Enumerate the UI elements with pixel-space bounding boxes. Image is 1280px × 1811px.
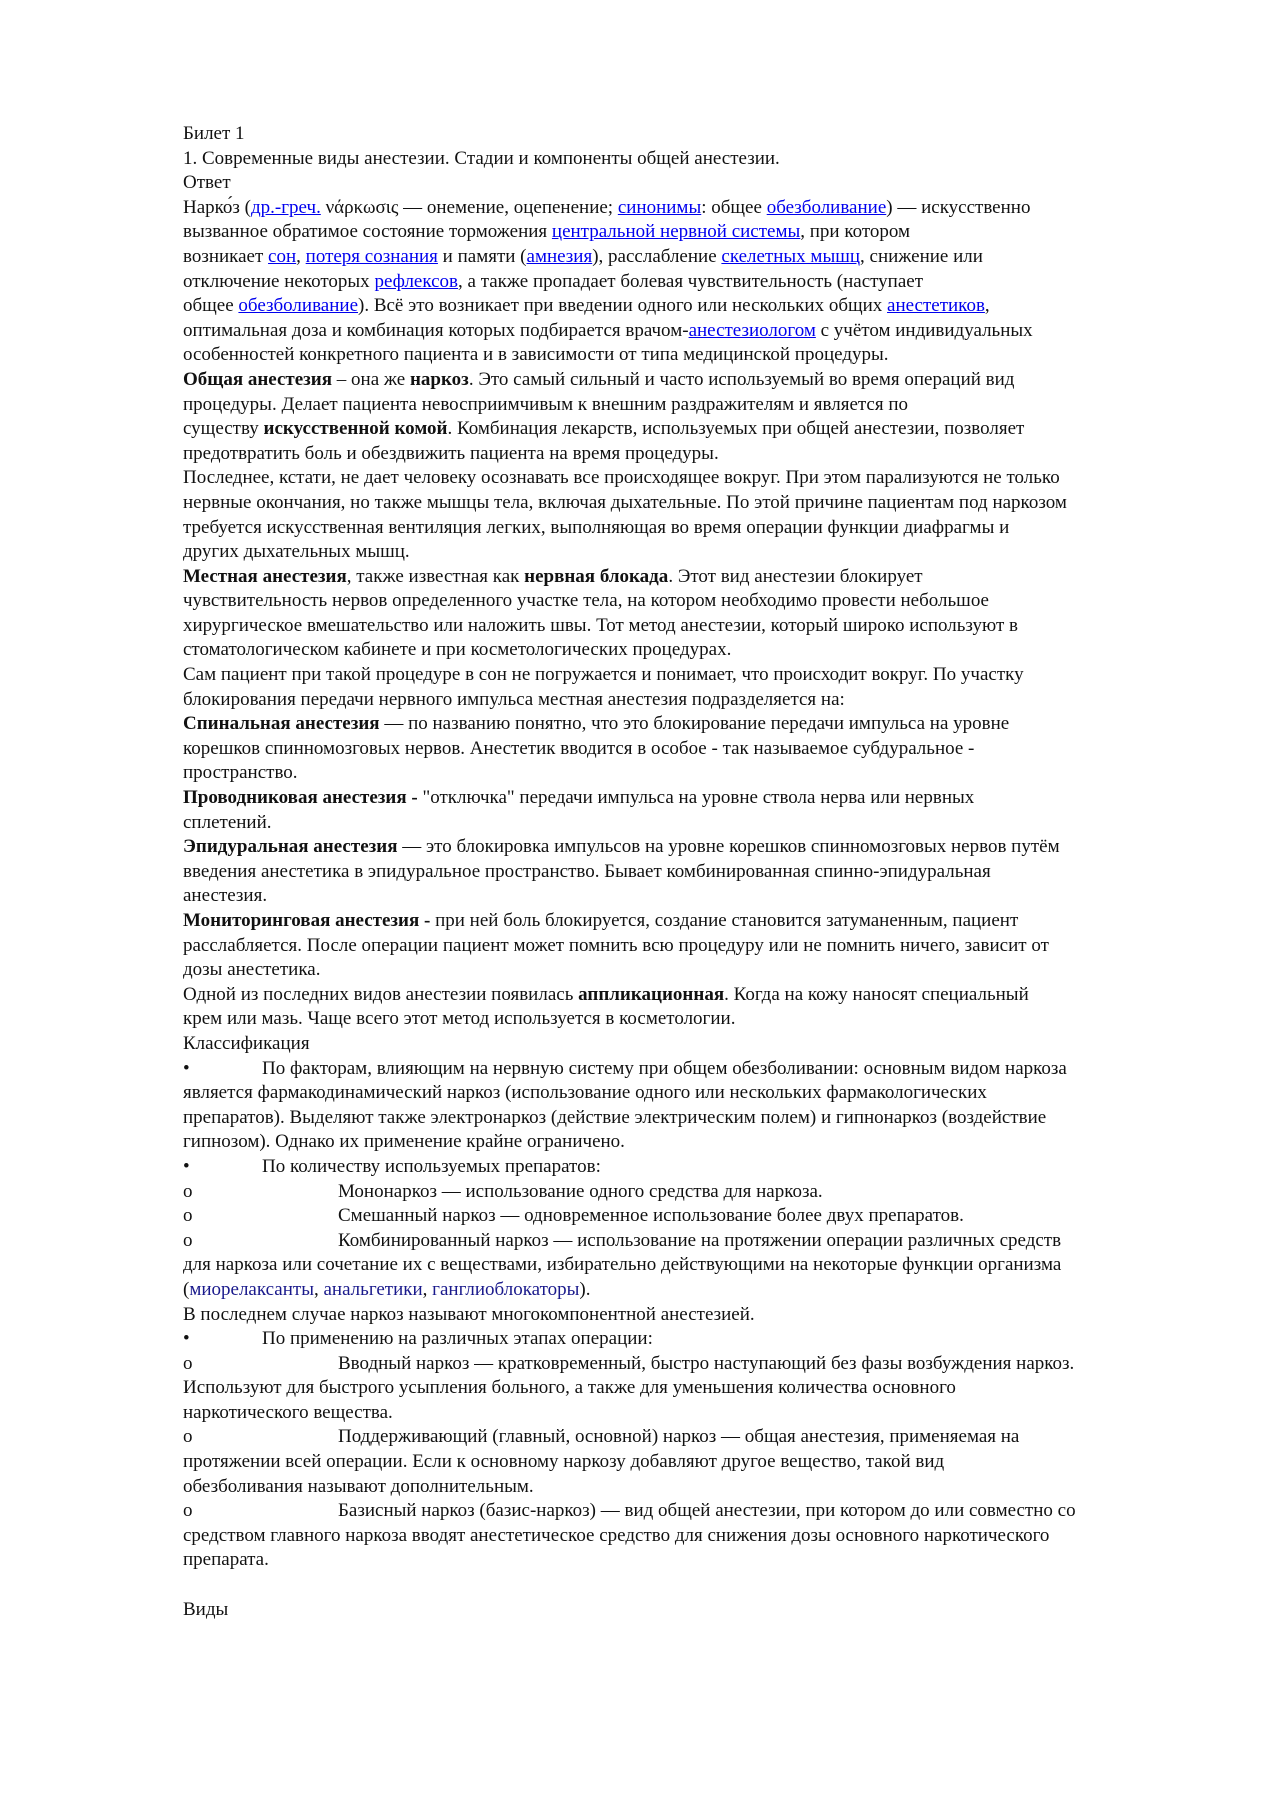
hyperlink[interactable]: рефлексов	[374, 270, 459, 292]
text-run: отключение некоторых	[183, 270, 375, 292]
text-line	[183, 1548, 1076, 1573]
text-run: В последнем случае наркоз называют многокомпонентной анестезией.	[183, 1303, 755, 1325]
list-item	[183, 1229, 1076, 1254]
text-run: Виды	[183, 1598, 229, 1620]
hyperlink[interactable]: амнезия	[526, 245, 593, 267]
text-line	[183, 196, 1076, 221]
bold-text: искусственной комой	[263, 418, 448, 440]
text-run: чувствительность нервов определенного участке тела, на котором необходимо провести небольшое	[183, 590, 989, 612]
hyperlink[interactable]: миорелаксанты	[189, 1278, 314, 1300]
text-run: , снижение или	[860, 245, 983, 267]
text-run: вызванное обратимое состояние торможения	[183, 221, 552, 243]
list-item	[183, 1204, 1076, 1229]
bold-text: Общая анестезия	[183, 368, 333, 390]
text-run: Поддерживающий (главный, основной) наркоз — общая анестезия, применяемая на	[338, 1426, 1020, 1448]
text-run: ,	[984, 295, 990, 317]
hyperlink[interactable]: потеря сознания	[305, 245, 438, 267]
text-run: протяжении всей операции. Если к основному наркозу добавляют другое вещество, такой вид	[183, 1451, 945, 1473]
text-run: (	[183, 1278, 190, 1300]
text-run: корешков спинномозговых нервов. Анестетик вводится в особое - так называемое субдуральное -	[183, 737, 975, 759]
text-run: ) — искусственно	[886, 196, 1031, 218]
text-run: средством главного наркоза вводят анестетическое средство для снижения дозы основного наркотического	[183, 1524, 1050, 1546]
text-line	[183, 1401, 1076, 1426]
hyperlink[interactable]: центральной нервной системы	[551, 221, 801, 243]
text-run: 1. Современные виды анестезии. Стадии и компоненты общей анестезии.	[183, 147, 780, 169]
text-line	[183, 245, 1076, 270]
text-run: Используют для быстрого усыпления больного, а также для уменьшения количества основного	[183, 1377, 956, 1399]
text-line	[183, 516, 1076, 541]
text-line	[183, 147, 1076, 172]
text-line	[183, 540, 1076, 565]
text-line	[183, 270, 1076, 295]
text-line	[183, 417, 1076, 442]
text-run: "отключка" передачи импульса на уровне ствола нерва или нервных	[417, 787, 975, 809]
text-line	[183, 614, 1076, 639]
text-run: Одной из последних видов анестезии появилась	[183, 983, 579, 1005]
text-run: оптимальная доза и комбинация которых подбирается врачом-	[183, 319, 689, 341]
list-item	[183, 1057, 1076, 1082]
text-run: Ответ	[183, 172, 231, 194]
bullet-icon: •	[183, 1328, 190, 1350]
text-line	[183, 737, 1076, 762]
bold-text: Проводниковая анестезия -	[183, 787, 418, 809]
text-run: существу	[183, 418, 264, 440]
text-run: . Это самый сильный и часто используемый во время операций вид	[468, 368, 1015, 390]
text-run: По применению на различных этапах операции:	[262, 1328, 653, 1350]
text-run: Комбинированный наркоз — использование на протяжении операции различных средств	[338, 1229, 1062, 1251]
sub-bullet-icon: o	[183, 1500, 193, 1522]
sub-bullet-icon: o	[183, 1205, 193, 1227]
hyperlink[interactable]: анестетиков	[887, 295, 985, 317]
hyperlink[interactable]: анальгетики	[323, 1278, 423, 1300]
list-item	[183, 1155, 1076, 1180]
text-run: нервные окончания, но также мышцы тела, включая дыхательные. По этой причине пациентам под наркозом	[183, 491, 1067, 513]
text-line	[183, 1475, 1076, 1500]
text-line	[183, 884, 1076, 909]
text-run: . Этот вид анестезии блокирует	[668, 565, 923, 587]
text-line	[183, 786, 1076, 811]
text-run: Классификация	[183, 1032, 310, 1054]
bold-text: нервная блокада	[524, 565, 669, 587]
text-line	[183, 343, 1076, 368]
text-run: является фармакодинамический наркоз (использование одного или нескольких фармакологических	[183, 1082, 987, 1104]
text-run: блокирования передачи нервного импульса местная анестезия подразделяется на:	[183, 688, 845, 710]
text-run: для наркоза или сочетание их с веществами, избирательно действующими на некоторые функции организма	[183, 1254, 1062, 1276]
text-line	[183, 983, 1076, 1008]
list-item	[183, 1499, 1076, 1524]
text-run: ,	[422, 1278, 433, 1300]
text-run: препарата.	[183, 1549, 269, 1571]
text-run: возникает	[183, 245, 269, 267]
hyperlink[interactable]: обезболивание	[238, 295, 358, 317]
text-line	[183, 1573, 1076, 1598]
text-run: общее	[183, 295, 239, 317]
text-run: хирургическое вмешательство или наложить швы. Тот метод анестезии, который широко используют в	[183, 614, 1018, 636]
text-run: Сам пациент при такой процедуре в сон не погружается и понимает, что происходит вокруг. По участку	[183, 664, 1024, 686]
text-run: дозы анестетика.	[183, 959, 321, 981]
text-line	[183, 761, 1076, 786]
text-run: Смешанный наркоз — одновременное использование более двух препаратов.	[338, 1205, 964, 1227]
text-line	[183, 319, 1076, 344]
text-line	[183, 1253, 1076, 1278]
text-run: требуется искусственная вентиляция легких, выполняющая во время операции функции диафрагмы и	[183, 516, 1010, 538]
text-line	[183, 909, 1076, 934]
document-body	[183, 122, 1076, 1622]
text-line	[183, 860, 1076, 885]
bold-text: наркоз	[409, 368, 469, 390]
list-item	[183, 1180, 1076, 1205]
text-line	[183, 1106, 1076, 1131]
text-run: : общее	[701, 196, 767, 218]
text-line	[183, 589, 1076, 614]
text-line	[183, 835, 1076, 860]
text-line	[183, 1303, 1076, 1328]
text-run: Мононаркоз — использование одного средства для наркоза.	[338, 1180, 823, 1202]
text-run: Вводный наркоз — кратковременный, быстро наступающий без фазы возбуждения наркоз.	[338, 1352, 1075, 1374]
text-run: расслабляется. После операции пациент может помнить всю процедуру или не помнить ничего, зависит от	[183, 934, 1049, 956]
sub-bullet-icon: o	[183, 1229, 193, 1251]
text-line	[183, 688, 1076, 713]
text-run: νάρκωσις — онемение, оцепенение;	[320, 196, 618, 218]
hyperlink[interactable]: синонимы	[617, 196, 702, 218]
text-run: ,	[313, 1278, 324, 1300]
text-line	[183, 934, 1076, 959]
text-run: , при котором	[800, 221, 911, 243]
text-run: наркотического вещества.	[183, 1401, 393, 1423]
text-line	[183, 712, 1076, 737]
list-item	[183, 1425, 1076, 1450]
hyperlink[interactable]: др.-греч.	[251, 196, 321, 218]
text-run: крем или мазь. Чаще всего этот метод используется в косметологии.	[183, 1008, 736, 1030]
text-run: при ней боль блокируется, создание становится затуманенным, пациент	[430, 910, 1019, 931]
hyperlink[interactable]: обезболивание	[766, 196, 887, 218]
text-run: процедуры. Делает пациента невосприимчивым к внешним раздражителям и является по	[183, 393, 909, 415]
text-line	[183, 220, 1076, 245]
text-line	[183, 565, 1076, 590]
text-run: По факторам, влияющим на нервную систему при общем обезболивании: основным видом наркоза	[262, 1057, 1067, 1079]
bullet-icon: •	[183, 1155, 190, 1177]
text-line	[183, 294, 1076, 319]
text-line	[183, 393, 1076, 418]
text-line	[183, 442, 1076, 467]
text-line	[183, 958, 1076, 983]
list-item	[183, 1352, 1076, 1377]
text-run: ,	[296, 245, 306, 267]
text-run: Нарко́з (	[183, 196, 252, 218]
text-line	[183, 1524, 1076, 1549]
text-run: Последнее, кстати, не дает человеку осознавать все происходящее вокруг. При этом парализуются не только	[183, 467, 1060, 489]
text-run: введения анестетика в эпидуральное пространство. Бывает комбинированная спинно-эпидуральная	[183, 860, 991, 882]
text-run: , а также пропадает болевая чувствительность (наступает	[458, 270, 924, 292]
text-line	[183, 1598, 1076, 1623]
text-run: анестезия.	[183, 885, 268, 907]
text-run: . Комбинация лекарств, используемых при общей анестезии, позволяет	[447, 418, 1025, 440]
text-run: Базисный наркоз (базис-наркоз) — вид общей анестезии, при котором до или совместно со	[338, 1500, 1076, 1522]
text-run: пространство.	[183, 762, 298, 784]
text-run: с учётом индивидуальных	[815, 319, 1033, 341]
text-line	[183, 1130, 1076, 1155]
text-line	[183, 811, 1076, 836]
text-run: — по названию понятно, что это блокирование передачи импульса на уровне	[379, 713, 1010, 735]
text-run: — это блокировка импульсов на уровне корешков спинномозговых нервов путём	[397, 836, 1060, 858]
text-line	[183, 122, 1076, 147]
text-run: ). Всё это возникает при введении одного или нескольких общих	[358, 295, 888, 317]
text-run: предотвратить боль и обездвижить пациента на время процедуры.	[183, 442, 719, 464]
text-run: препаратов). Выделяют также электронаркоз (действие электрическим полем) и гипнонаркоз (воздействие	[183, 1106, 1047, 1128]
text-run: сплетений.	[183, 811, 272, 833]
bold-text: Мониторинговая анестезия -	[183, 910, 431, 931]
text-line	[183, 1376, 1076, 1401]
text-line	[183, 368, 1076, 393]
hyperlink[interactable]: анестезиологом	[688, 319, 816, 341]
text-line	[183, 171, 1076, 196]
bullet-icon: •	[183, 1057, 190, 1079]
bold-text: аппликационная	[578, 983, 725, 1005]
text-run: , также известная как	[346, 565, 525, 587]
text-line	[183, 1450, 1076, 1475]
text-line	[183, 1278, 1076, 1303]
list-item	[183, 1327, 1076, 1352]
text-line	[183, 1081, 1076, 1106]
text-run: ), расслабление	[592, 245, 722, 267]
text-line	[183, 638, 1076, 663]
sub-bullet-icon: o	[183, 1352, 193, 1374]
text-run: гипнозом). Однако их применение крайне ограничено.	[183, 1131, 625, 1153]
bold-text: Эпидуральная анестезия	[183, 836, 398, 858]
hyperlink[interactable]: скелетных мышц	[721, 245, 861, 267]
text-run: других дыхательных мышц.	[183, 541, 410, 563]
text-line	[183, 663, 1076, 688]
text-line	[183, 1007, 1076, 1032]
bold-text: Местная анестезия	[183, 565, 347, 587]
text-run: и памяти (	[437, 245, 527, 267]
text-line	[183, 1032, 1076, 1057]
bold-text: Спинальная анестезия	[183, 713, 380, 735]
text-run: особенностей конкретного пациента и в зависимости от типа медицинской процедуры.	[183, 344, 889, 366]
sub-bullet-icon: o	[183, 1426, 193, 1448]
text-run: ).	[579, 1278, 591, 1300]
text-run: стоматологическом кабинете и при косметологических процедурах.	[183, 639, 732, 661]
hyperlink[interactable]: ганглиоблокаторы	[432, 1278, 580, 1300]
text-line	[183, 466, 1076, 491]
hyperlink[interactable]: сон	[268, 245, 297, 267]
text-line	[183, 491, 1076, 516]
text-run: обезболивания называют дополнительным.	[183, 1475, 534, 1497]
text-run: – она же	[332, 368, 410, 390]
text-run: По количеству используемых препаратов:	[262, 1155, 601, 1177]
text-run: Билет 1	[183, 123, 245, 144]
sub-bullet-icon: o	[183, 1180, 193, 1202]
text-run: . Когда на кожу наносят специальный	[724, 983, 1029, 1005]
